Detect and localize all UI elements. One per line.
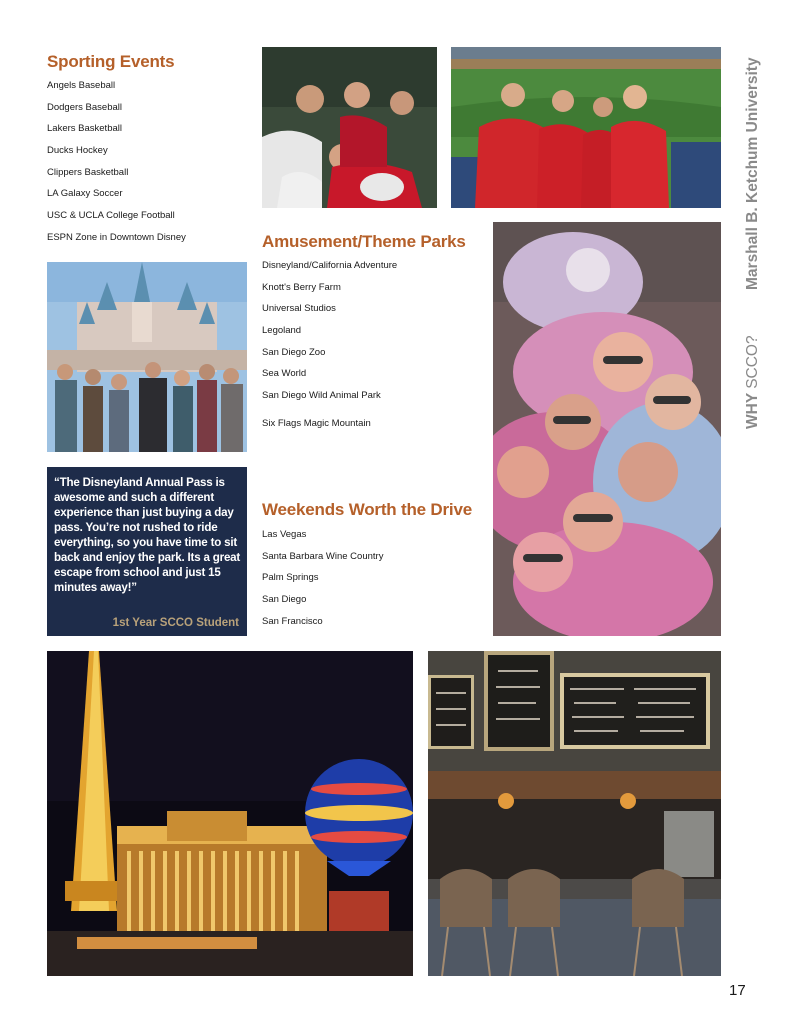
list-item: Palm Springs: [262, 572, 319, 584]
angels-fans-group-photo: [262, 47, 437, 208]
page-number: 17: [729, 982, 746, 999]
list-item: Sea World: [262, 368, 307, 380]
list-item: LA Galaxy Soccer: [47, 188, 123, 200]
scco-label: SCCO?: [744, 335, 761, 389]
stadium-group-photo: [451, 47, 721, 208]
list-item: USC & UCLA College Football: [47, 210, 175, 222]
university-name: Marshall B. Ketchum University: [744, 57, 761, 290]
quote-attribution: 1st Year SCCO Student: [112, 617, 239, 629]
list-item: Knott's Berry Farm: [262, 281, 341, 293]
list-item: San Diego Wild Animal Park: [262, 390, 381, 402]
sidebar-title: [742, 40, 766, 440]
list-item: Legoland: [262, 325, 302, 337]
list-item: Clippers Basketball: [47, 166, 129, 178]
las-vegas-night-photo: [47, 651, 413, 976]
list-item: Santa Barbara Wine Country: [262, 550, 384, 562]
list-item: Disneyland/California Adventure: [262, 260, 398, 271]
disneyland-castle-photo: [47, 262, 247, 452]
list-item: San Francisco: [262, 615, 323, 627]
list-item: Six Flags Magic Mountain: [262, 417, 371, 429]
list-item: Lakers Basketball: [47, 123, 122, 135]
cafe-interior-photo: [428, 651, 721, 976]
quote-text: “The Disneyland Annual Pass is awesome and such a different experience than just buying a day pass. You’re not rushed to ride everything, so you have time to sit back and enjoy the park. Its a great escape from school and just 15 minutes away!”: [54, 476, 241, 594]
list-item: Ducks Hockey: [47, 145, 108, 157]
color-run-group-photo: [493, 222, 721, 636]
list-item: San Diego Zoo: [262, 346, 326, 358]
theme-parks-list: [262, 260, 397, 440]
list-item: Las Vegas: [262, 529, 307, 540]
weekends-heading: Weekends Worth the Drive: [262, 500, 472, 519]
weekends-list: [262, 529, 383, 637]
list-item: San Diego: [262, 594, 307, 606]
why-scco-label: [744, 335, 762, 429]
theme-parks-heading: Amusement/Theme Parks: [262, 232, 466, 251]
list-item: Angels Baseball: [47, 80, 116, 91]
list-item: Universal Studios: [262, 303, 336, 315]
sporting-events-list: [47, 80, 186, 254]
student-quote-box: [47, 467, 247, 636]
list-item: Dodgers Baseball: [47, 101, 122, 113]
why-label: WHY: [744, 393, 761, 429]
sporting-events-heading: Sporting Events: [47, 52, 175, 71]
list-item: ESPN Zone in Downtown Disney: [47, 231, 186, 243]
